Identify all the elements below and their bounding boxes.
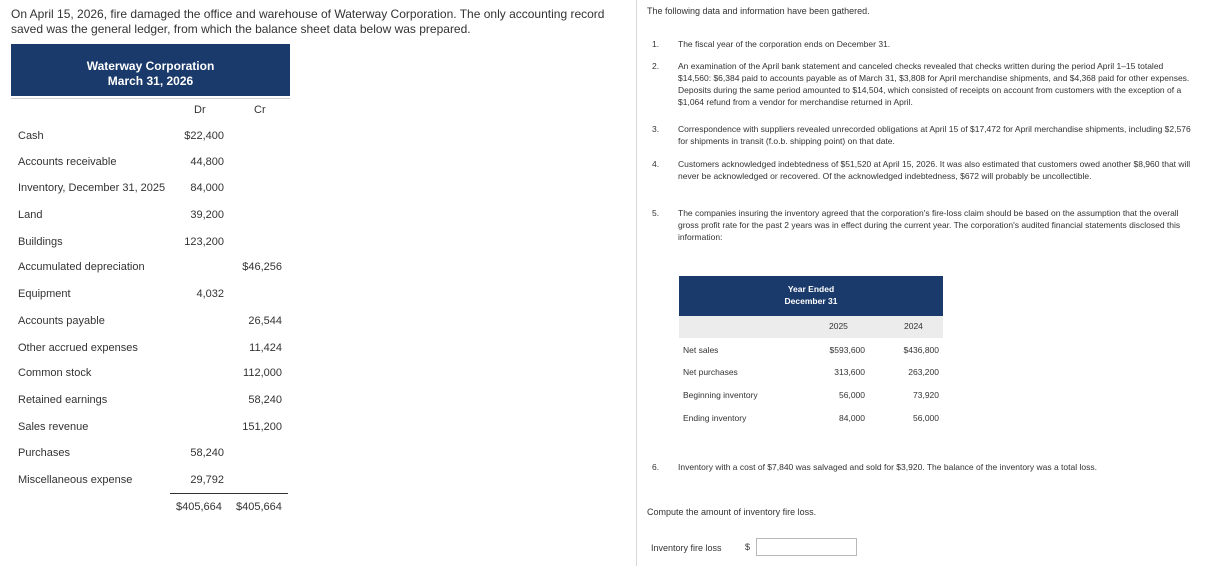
cr-value: 151,200 <box>242 421 282 433</box>
gross-profit-table-header <box>679 276 943 316</box>
table-row <box>679 343 943 357</box>
dr-value: 29,792 <box>190 474 224 486</box>
value-2024: 263,200 <box>908 367 939 377</box>
item-text: The companies insuring the inventory agreed that the corporation's fire-loss claim should be based on the assumption that the overall gross profit rate for the past 2 years was in effect during the current year. The corporation's audited financial statements disclosed this information: <box>678 208 1181 242</box>
item-number: 2. <box>652 61 660 71</box>
row-label: Accumulated depreciation <box>18 261 145 273</box>
row-label: Land <box>18 209 43 221</box>
table-row <box>11 207 290 223</box>
value-2024: 56,000 <box>913 413 939 423</box>
dr-value: 58,240 <box>190 447 224 459</box>
problem-intro: On April 15, 2026, fire damaged the office and warehouse of Waterway Corporation. The only accounting record saved was the general ledger, from which the balance sheet data below was prepared. <box>11 7 605 36</box>
cr-value: 58,240 <box>248 394 282 406</box>
value-2025: 84,000 <box>839 413 865 423</box>
dr-value: 39,200 <box>190 209 224 221</box>
table-row <box>11 286 290 302</box>
value-2025: 56,000 <box>839 390 865 400</box>
item-number: 5. <box>652 208 660 218</box>
item-number: 1. <box>652 39 660 49</box>
cr-value: 26,544 <box>248 315 282 327</box>
dr-value: $22,400 <box>184 130 224 142</box>
row-label: Cash <box>18 130 44 142</box>
header-separator <box>11 98 290 99</box>
dollar-sign: $ <box>745 542 751 552</box>
dr-value: 123,200 <box>184 236 224 248</box>
item-number: 4. <box>652 159 660 169</box>
inventory-fire-loss-input[interactable] <box>756 538 857 556</box>
table-row <box>11 419 290 435</box>
item-number: 3. <box>652 124 660 134</box>
total-rule <box>170 493 288 494</box>
info-intro: The following data and information have been gathered. <box>647 6 870 16</box>
balance-sheet-header <box>11 44 290 96</box>
table-row <box>11 365 290 381</box>
row-label: Buildings <box>18 236 63 248</box>
row-label: Net sales <box>683 345 719 355</box>
table-row <box>11 180 290 196</box>
row-label: Accounts payable <box>18 315 105 327</box>
table-row <box>11 472 290 488</box>
value-2024: $436,800 <box>903 345 939 355</box>
value-2024: 73,920 <box>913 390 939 400</box>
dr-value: 4,032 <box>196 288 224 300</box>
company-name: Waterway Corporation <box>86 59 215 73</box>
table-row <box>679 411 943 425</box>
value-2025: $593,600 <box>829 345 865 355</box>
cr-column-header: Cr <box>254 104 266 116</box>
table-row <box>11 445 290 461</box>
item-number: 6. <box>652 462 660 472</box>
dr-column-header: Dr <box>194 104 206 116</box>
row-label: Net purchases <box>683 367 738 377</box>
item-text: Inventory with a cost of $7,840 was salvaged and sold for $3,920. The balance of the inventory was a total loss. <box>678 462 1097 472</box>
table-header-line1: Year Ended <box>787 284 835 294</box>
table-row <box>11 234 290 250</box>
year-2025: 2025 <box>829 321 848 331</box>
row-label: Accounts receivable <box>18 156 117 168</box>
row-label: Ending inventory <box>683 413 747 423</box>
question-prompt: Compute the amount of inventory fire loss. <box>647 507 817 517</box>
row-label: Retained earnings <box>18 394 108 406</box>
row-label: Purchases <box>18 447 70 459</box>
table-year-row <box>679 316 943 338</box>
value-2025: 313,600 <box>834 367 865 377</box>
cr-value: 112,000 <box>243 367 282 379</box>
balance-sheet-date: March 31, 2026 <box>107 74 194 88</box>
answer-label: Inventory fire loss <box>651 543 722 553</box>
item-text: Correspondence with suppliers revealed unrecorded obligations at April 15 of $17,472 for April merchandise shipments, including $2,576 for shipments in transit (f.o.b. shipping point) on that date. <box>678 124 1191 146</box>
cr-value: 11,424 <box>249 342 282 354</box>
row-label: Common stock <box>18 367 92 379</box>
table-row <box>679 388 943 402</box>
row-label: Other accrued expenses <box>18 342 138 354</box>
table-row <box>11 340 290 356</box>
dr-value: 84,000 <box>190 182 224 194</box>
row-label: Miscellaneous expense <box>18 474 133 486</box>
total-cr: $405,664 <box>236 501 282 513</box>
table-row <box>11 128 290 144</box>
table-row <box>11 259 290 275</box>
table-row <box>11 154 290 170</box>
cr-value: $46,256 <box>242 261 282 273</box>
row-label: Equipment <box>18 288 71 300</box>
item-text: Customers acknowledged indebtedness of $51,520 at April 15, 2026. It was also estimated that customers owed another $8,960 that will never be acknowledged or recovered. Of the acknowledged indebtedness, $672 will probably be uncollectible. <box>678 159 1191 181</box>
table-row <box>11 392 290 408</box>
row-label: Beginning inventory <box>683 390 758 400</box>
item-text: An examination of the April bank statement and canceled checks revealed that checks written during the period April 1–15 totaled $14,560: $6,384 paid to accounts payable as of March 31, $3,808 for April merchandise shipments, and $4,368 paid for other expenses. Deposits during the same period amounted to $14,504, which consisted of receipts on account from customers with the exception of a $1,064 refund from a vendor for merchandise returned in April. <box>678 61 1190 107</box>
year-2024: 2024 <box>904 321 923 331</box>
table-row <box>11 313 290 329</box>
item-text: The fiscal year of the corporation ends on December 31. <box>678 39 891 49</box>
table-row <box>679 365 943 379</box>
row-label: Sales revenue <box>18 421 89 433</box>
row-label: Inventory, December 31, 2025 <box>18 182 166 194</box>
right-panel <box>637 0 1219 566</box>
dr-value: 44,800 <box>190 156 224 168</box>
total-dr: $405,664 <box>176 501 222 513</box>
table-header-line2: December 31 <box>784 296 838 306</box>
